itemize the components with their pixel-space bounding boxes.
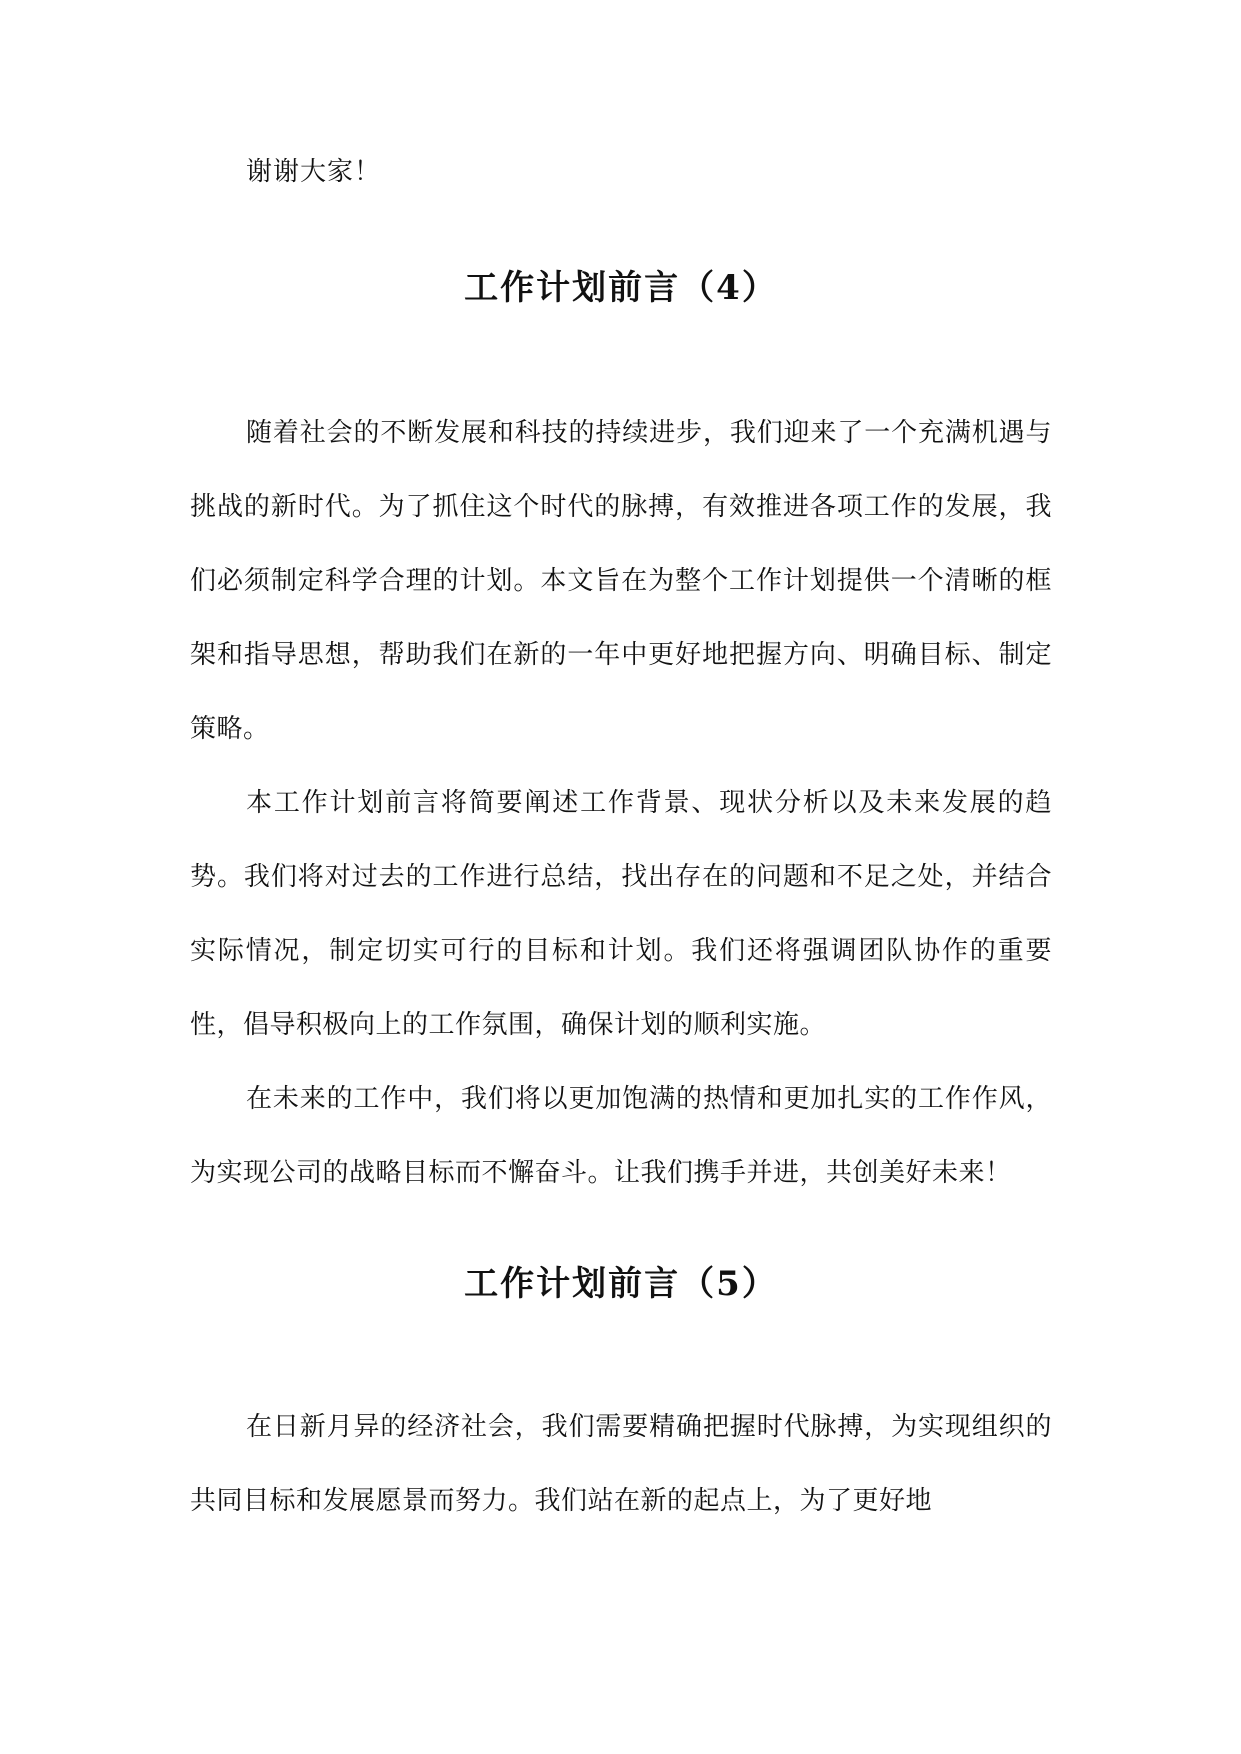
section-heading: 工作计划前言（4） — [464, 268, 778, 308]
paragraph: 在未来的工作中，我们将以更加饱满的热情和更加扎实的工作作风，为实现公司的战略目标而不懈奋斗。让我们携手并进，共创美好未来！ — [190, 1084, 1052, 1188]
paragraph: 在日新月异的经济社会，我们需要精确把握时代脉搏，为实现组织的共同目标和发展愿景而努力。我们站在新的起点上，为了更好地 — [190, 1412, 1052, 1516]
paragraph: 随着社会的不断发展和科技的持续进步，我们迎来了一个充满机遇与挑战的新时代。为了抓住这个时代的脉搏，有效推进各项工作的发展，我们必须制定科学合理的计划。本文旨在为整个工作计划提供一个清晰的框架和指导思想，帮助我们在新的一年中更好地把握方向、明确目标、制定策略。 — [190, 418, 1052, 744]
section-heading: 工作计划前言（5） — [464, 1264, 778, 1304]
closing-line: 谢谢大家！ — [246, 157, 382, 187]
paragraph: 本工作计划前言将简要阐述工作背景、现状分析以及未来发展的趋势。我们将对过去的工作进行总结，找出存在的问题和不足之处，并结合实际情况，制定切实可行的目标和计划。我们还将强调团队协作的重要性，倡导积极向上的工作氛围，确保计划的顺利实施。 — [190, 788, 1052, 1040]
document-body — [190, 140, 1052, 1538]
